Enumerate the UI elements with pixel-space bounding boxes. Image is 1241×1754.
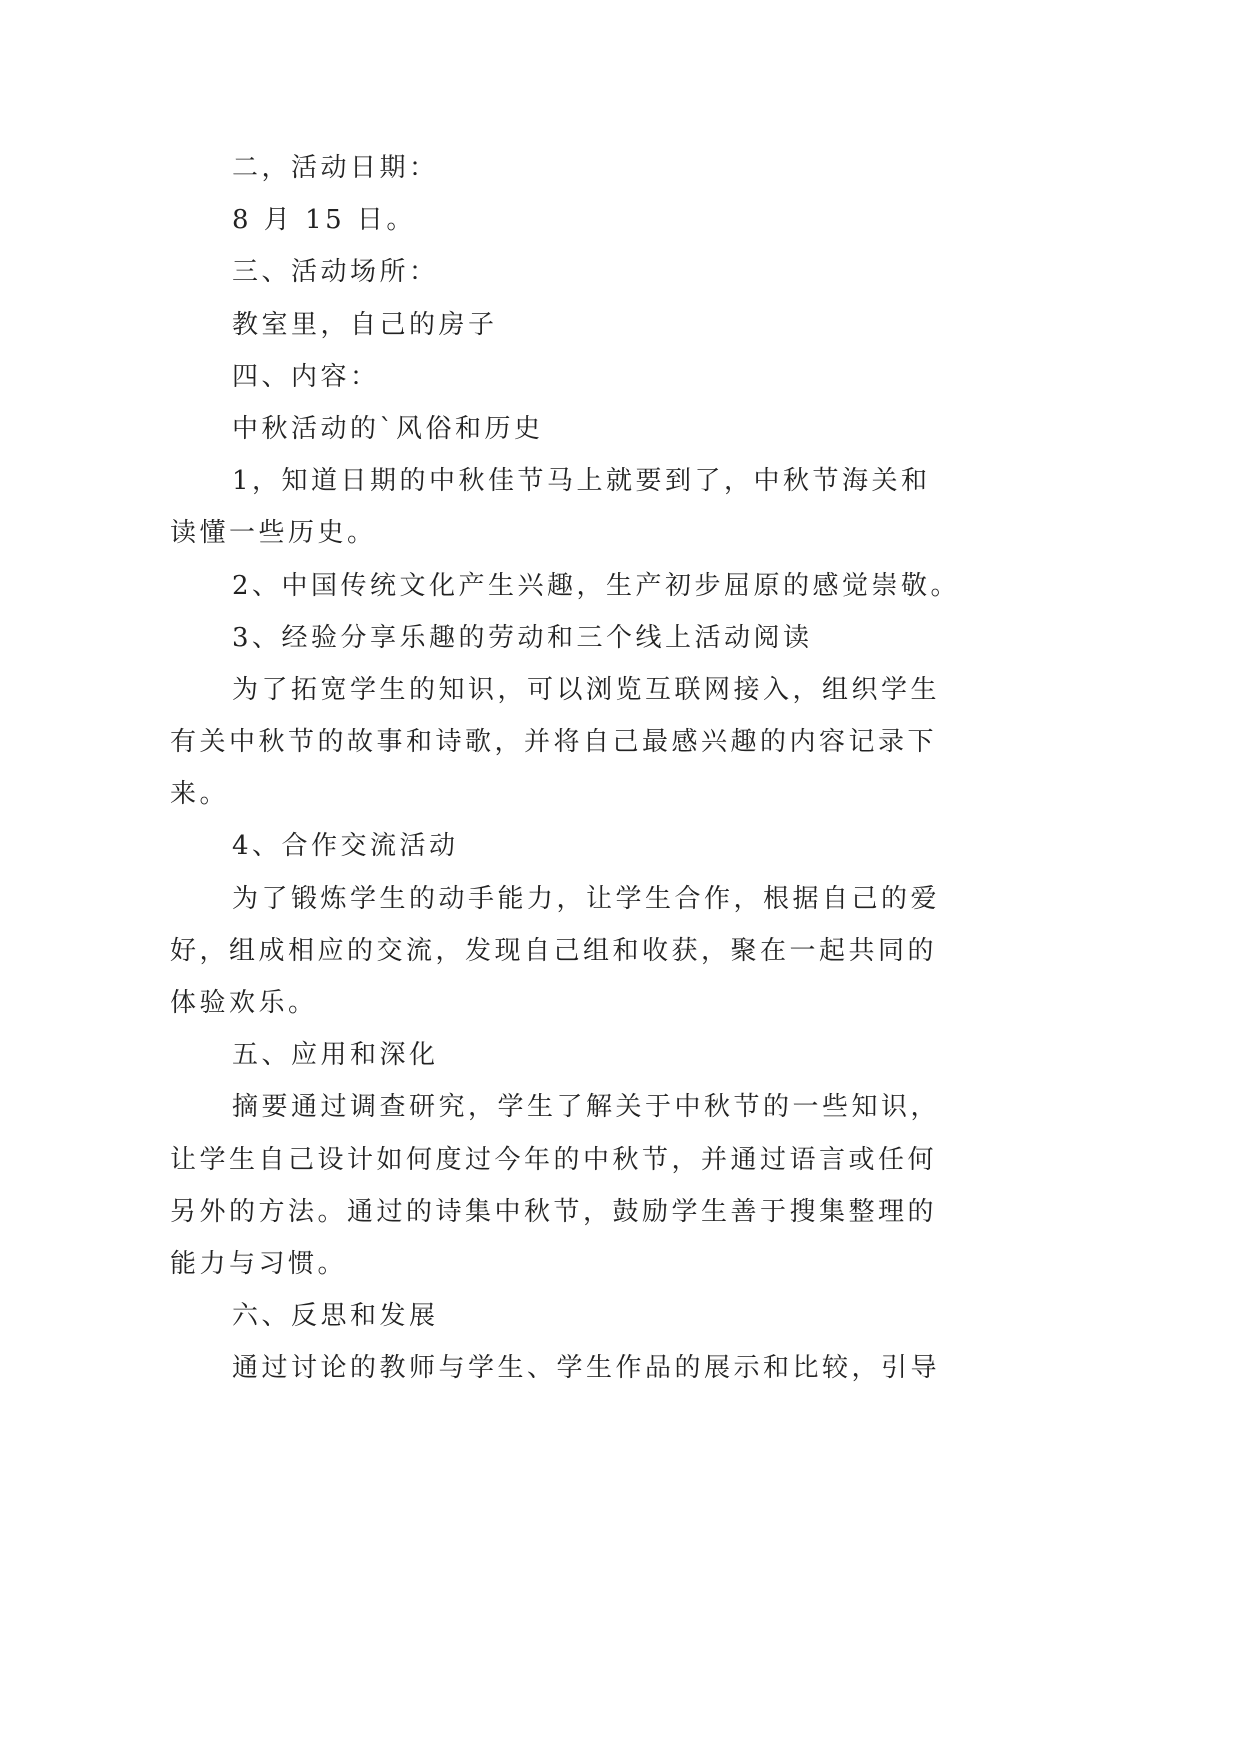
paragraph [170, 612, 1241, 664]
paragraph-line: 好，组成相应的交流，发现自己组和收获，聚在一起共同的 [170, 935, 938, 966]
section-content [170, 351, 1241, 1029]
paragraph-line: 读懂一些历史。 [170, 518, 377, 549]
paragraph [170, 664, 1241, 821]
paragraph-line: 体验欢乐。 [170, 988, 318, 1018]
paragraph-line: 1，知道日期的中秋佳节马上就要到了，中秋节海关和 [232, 466, 931, 497]
section-heading: 二，活动日期： [232, 153, 439, 183]
paragraph [170, 194, 1241, 246]
paragraph-line: 中秋活动的`风俗和历史 [232, 413, 544, 444]
paragraph-line: 通过讨论的教师与学生、学生作品的展示和比较，引导 [232, 1353, 941, 1384]
section-application [170, 1029, 1241, 1290]
paragraph [170, 455, 1241, 559]
paragraph-line: 3、经验分享乐趣的劳动和三个线上活动阅读 [232, 622, 813, 653]
section-heading: 四、内容： [232, 361, 380, 392]
section-activity-venue [170, 246, 1241, 350]
paragraph-line: 8 月 15 日。 [232, 205, 416, 236]
section-heading: 五、应用和深化 [232, 1040, 439, 1071]
paragraph [170, 560, 1241, 612]
paragraph [170, 1342, 1241, 1394]
paragraph-line: 另外的方法。通过的诗集中秋节，鼓励学生善于搜集整理的 [170, 1196, 938, 1227]
paragraph-line: 4、合作交流活动 [232, 831, 459, 862]
paragraph [170, 820, 1241, 872]
paragraph-line: 能力与习惯。 [170, 1248, 348, 1279]
section-heading: 三、活动场所： [232, 257, 439, 288]
paragraph-line: 为了拓宽学生的知识，可以浏览互联网接入，组织学生 [232, 674, 941, 705]
paragraph-line: 摘要通过调查研究，学生了解关于中秋节的一些知识， [232, 1092, 941, 1123]
paragraph [170, 299, 1241, 351]
paragraph-line: 2、中国传统文化产生兴趣，生产初步屈原的感觉崇敬。 [232, 570, 961, 601]
paragraph-line: 教室里，自己的房子 [232, 309, 498, 340]
paragraph-line: 让学生自己设计如何度过今年的中秋节，并通过语言或任何 [170, 1144, 938, 1175]
paragraph [170, 873, 1241, 1030]
paragraph-line: 来。 [170, 779, 230, 810]
section-heading: 六、反思和发展 [232, 1301, 439, 1332]
paragraph-line: 为了锻炼学生的动手能力，让学生合作，根据自己的爱 [232, 883, 941, 914]
paragraph [170, 1081, 1241, 1290]
paragraph [170, 403, 1241, 455]
section-activity-date [170, 142, 1241, 246]
paragraph-line: 有关中秋节的故事和诗歌，并将自己最感兴趣的内容记录下 [170, 727, 938, 758]
section-reflection [170, 1290, 1241, 1394]
